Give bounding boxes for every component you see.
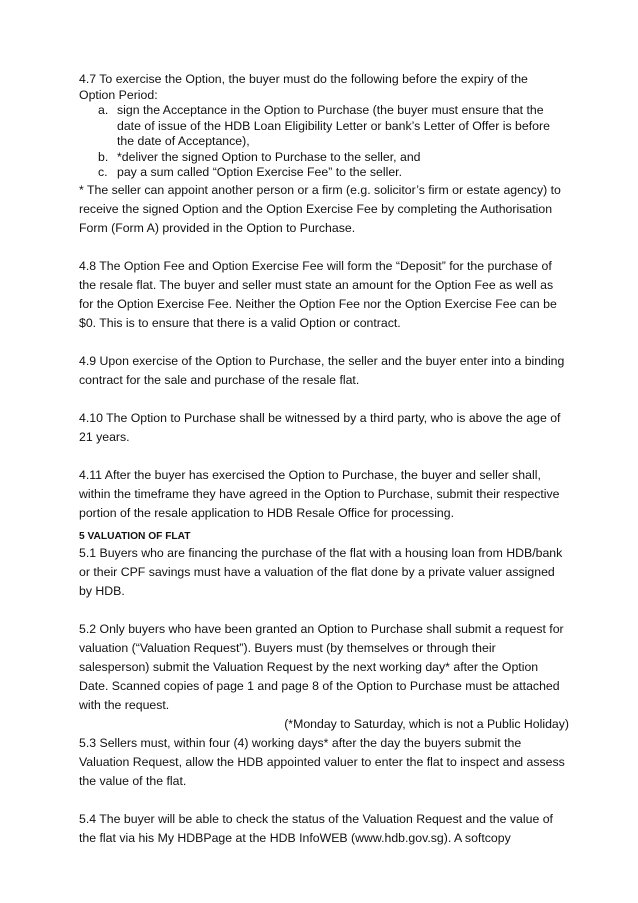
section-4-7-footnote: * The seller can appoint another person or a firm (e.g. solicitor’s firm or estate agency) to receive the signed Option and the Option Exercise Fee by completing the Authorisation Form (Form A) provided in the Option to Purchase. xyxy=(79,182,561,235)
list-item xyxy=(79,103,565,150)
list-item xyxy=(79,165,565,181)
list-item xyxy=(79,150,565,166)
document-page xyxy=(79,72,569,848)
section-5-1: 5.1 Buyers who are financing the purchase of the flat with a housing loan from HDB/bank or their CPF savings must have a valuation of the flat done by a private valuer assigned by HDB. xyxy=(79,545,563,598)
section-4-7-list xyxy=(79,103,565,181)
list-marker: c. xyxy=(98,165,108,179)
section-4-10: 4.10 The Option to Purchase shall be witnessed by a third party, who is above the age of 21 years. xyxy=(79,410,561,444)
section-5-3: 5.3 Sellers must, within four (4) working days* after the day the buyers submit the Valuation Request, allow the HDB appointed valuer to enter the flat to inspect and assess the value of the flat. xyxy=(79,735,565,788)
section-4-11: 4.11 After the buyer has exercised the Option to Purchase, the buyer and seller shall, within the timeframe they have agreed in the Option to Purchase, submit their respective portion of the resale application to HDB Resale Office for processing. xyxy=(79,467,560,520)
list-marker: a. xyxy=(98,103,109,117)
list-marker: b. xyxy=(98,149,109,164)
section-5-2: 5.2 Only buyers who have been granted an Option to Purchase shall submit a request for valuation (“Valuation Request”). Buyers must (by themselves or through their salesperson) submit the Valuation Request by the next working day* after the Option Date. Scanned copies of page 1 and page 8 of the Option to Purchase must be attached with the request. xyxy=(79,621,564,712)
section-4-9: 4.9 Upon exercise of the Option to Purchase, the seller and the buyer enter into a binding contract for the sale and purchase of the resale flat. xyxy=(79,353,565,387)
section-4-7-intro: 4.7 To exercise the Option, the buyer must do the following before the expiry of the Option Period: xyxy=(79,72,528,102)
section-5-4: 5.4 The buyer will be able to check the status of the Valuation Request and the value of the flat via his My HDBPage at the HDB InfoWEB (www.hdb.gov.sg). A softcopy xyxy=(79,811,553,845)
section-5-heading: 5 VALUATION OF FLAT xyxy=(79,530,191,542)
section-4-8: 4.8 The Option Fee and Option Exercise Fee will form the “Deposit” for the purchase of the resale flat. The buyer and seller must state an amount for the Option Fee as well as for the Option Exercise Fee. Neither the Option Fee nor the Option Exercise Fee can be $0. This is to ensure that there is a valid Option or contract. xyxy=(79,258,557,330)
list-item-text: *deliver the signed Option to Purchase to the seller, and xyxy=(117,149,421,164)
list-item-text: pay a sum called “Option Exercise Fee” to the seller. xyxy=(117,165,403,179)
section-5-2-note: (*Monday to Saturday, which is not a Public Holiday) xyxy=(284,716,569,731)
list-item-text: sign the Acceptance in the Option to Purchase (the buyer must ensure that the date of issue of the HDB Loan Eligibility Letter or bank’s Letter of Offer is before the date of Acceptance), xyxy=(117,103,550,148)
